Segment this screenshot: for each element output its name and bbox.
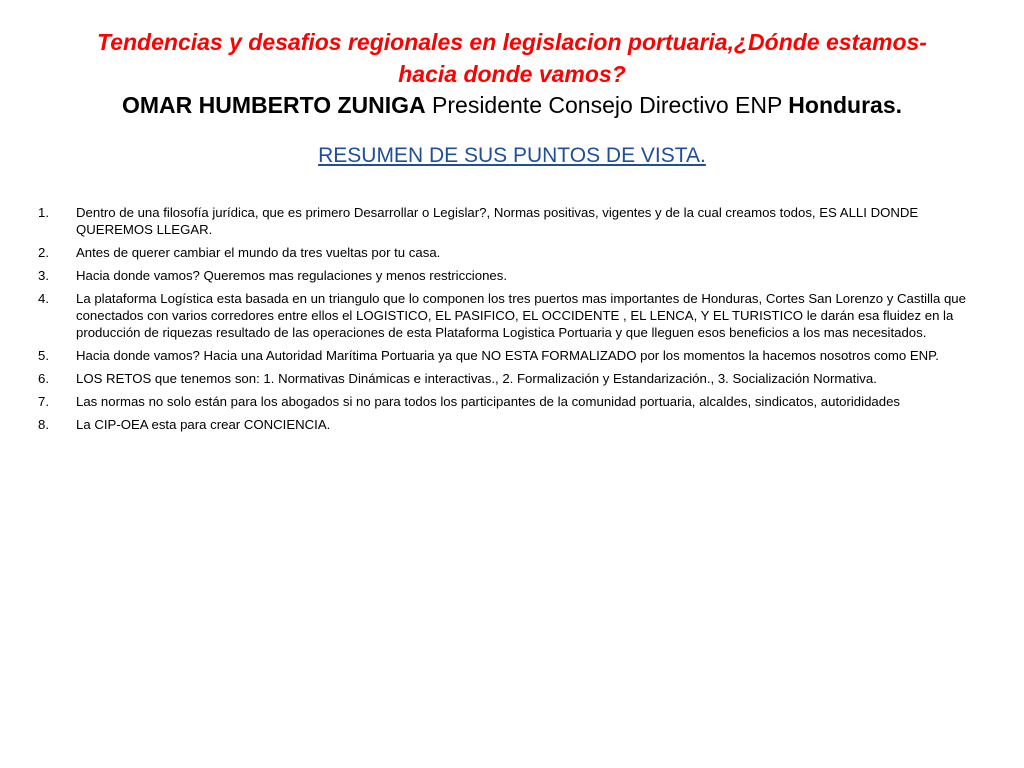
list-item-text: Dentro de una filosofía jurídica, que es primero Desarrollar o Legislar?, Normas positivas, vigentes y de la cual creamos todos, ES ALLI DONDE QUEREMOS LLEGAR. bbox=[76, 205, 919, 237]
list-item-text: Las normas no solo están para los abogados si no para todos los participantes de la comunidad portuaria, alcaldes, sindicatos, autorididades bbox=[76, 394, 900, 409]
list-item bbox=[38, 393, 978, 410]
points-list bbox=[38, 204, 978, 439]
list-item-number: 3. bbox=[38, 268, 49, 283]
list-item-number: 6. bbox=[38, 371, 49, 386]
list-item bbox=[38, 204, 978, 238]
list-item-text: Hacia donde vamos? Hacia una Autoridad Marítima Portuaria ya que NO ESTA FORMALIZADO por los momentos la hacemos nosotros como ENP. bbox=[76, 348, 939, 363]
speaker-name: OMAR HUMBERTO ZUNIGA bbox=[121, 92, 426, 118]
list-item-text: La CIP-OEA esta para crear CONCIENCIA. bbox=[76, 417, 331, 432]
list-item-text: LOS RETOS que tenemos son: 1. Normativas Dinámicas e interactivas., 2. Formalización y Estandarización., 3. Socialización Normativa. bbox=[76, 371, 877, 386]
title-line-1: Tendencias y desafios regionales en legislacion portuaria,¿Dónde estamos- bbox=[97, 29, 927, 55]
speaker-line bbox=[40, 90, 984, 120]
list-item-text: Antes de querer cambiar el mundo da tres vueltas por tu casa. bbox=[76, 245, 441, 260]
list-item-number: 4. bbox=[38, 291, 49, 306]
list-item-number: 2. bbox=[38, 245, 49, 260]
list-item bbox=[38, 370, 978, 387]
list-item-number: 1. bbox=[38, 205, 49, 220]
list-item-number: 8. bbox=[38, 417, 49, 432]
section-subtitle: RESUMEN DE SUS PUNTOS DE VISTA. bbox=[318, 144, 706, 167]
slide-title bbox=[40, 26, 984, 120]
list-item-text: La plataforma Logística esta basada en un triangulo que lo componen los tres puertos mas importantes de Honduras, Cortes San Lorenzo y Castilla que conectados con varios corredores entre ellos el LOGISTICO, EL PASIFICO, EL OCCIDENTE , EL LENCA, Y EL TURISTICO le darán esa fluidez en la producción de riquezas resultado de las operaciones de esta Plataforma Logistica Portuaria y que lleguen esos beneficios a los mas necesitados. bbox=[76, 291, 966, 340]
list-item bbox=[38, 347, 978, 364]
list-item bbox=[38, 290, 978, 341]
list-item-number: 5. bbox=[38, 348, 49, 363]
list-item bbox=[38, 244, 978, 261]
list-item bbox=[38, 416, 978, 433]
list-item-number: 7. bbox=[38, 394, 49, 409]
list-item-text: Hacia donde vamos? Queremos mas regulaciones y menos restricciones. bbox=[76, 268, 507, 283]
list-item bbox=[38, 267, 978, 284]
title-line-2: hacia donde vamos? bbox=[398, 61, 626, 87]
speaker-role: Presidente Consejo Directivo ENP bbox=[425, 92, 789, 118]
speaker-country: Honduras. bbox=[788, 92, 903, 118]
